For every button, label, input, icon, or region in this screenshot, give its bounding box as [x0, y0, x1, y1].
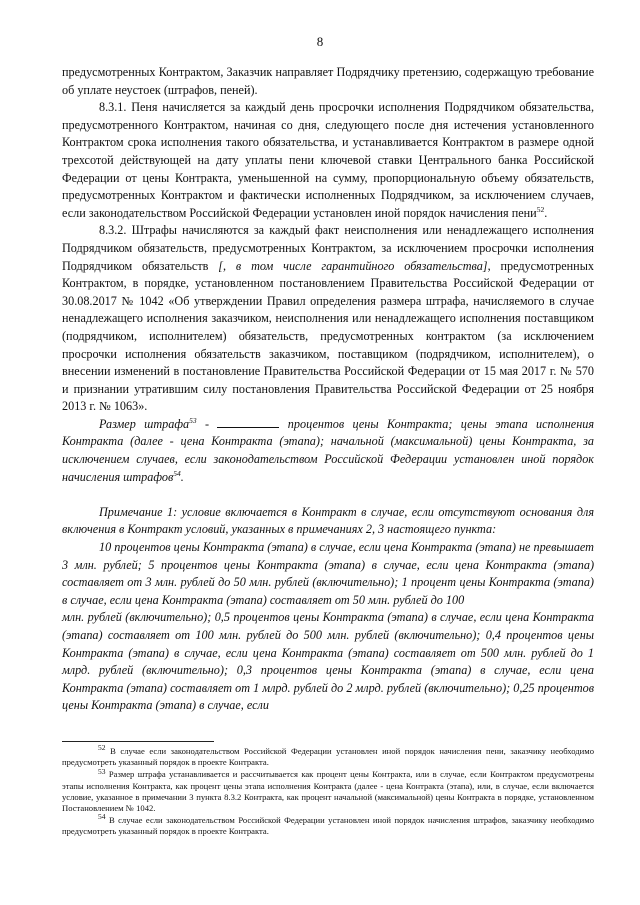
- spacer: [62, 486, 594, 504]
- paragraph-note-1: Примечание 1: условие включается в Контракт в случае, если отсутствуют основания для включения в Контракт условий, указанных в примечаниях 2, 3 настоящего пункта:: [62, 504, 594, 537]
- paragraph-claim: предусмотренных Контрактом, Заказчик направляет Подрядчику претензию, содержащую требование об уплате неустоек (штрафов, пеней).: [62, 65, 594, 97]
- footnote-number: 54: [98, 812, 106, 822]
- paragraph-rates-part-2: млн. рублей (включительно); 0,5 процентов цены Контракта (этапа) в случае, если цена Контракта (этапа) составляет от 100 млн. рублей до 500 млн. рублей (включительно); 0,4 процентов цены Контракта (этапа) в случае, если цена Контракта (этапа) составляет от 500 млн. рублей до 1 млрд. рублей (включительно); 0,3 процентов цены Контракта (этапа) в случае, если цена Контракта (этапа) составляет от 1 млрд. рублей до 2 млрд. рублей (включительно); 0,25 процентов цены Контракта (этапа) в случае, если: [62, 610, 594, 713]
- optional-clause: [, в том числе гарантийного обязательства]: [218, 258, 488, 273]
- footnote-54: $^{54}$ В случае если законодательством Российской Федерации установлен иной порядок начисления штрафов, заказчику необходимо предусмотреть указанный порядок в проекте Контракта.: [62, 812, 594, 837]
- paragraph-8-3-1: 8.3.1. Пеня начисляется за каждый день просрочки исполнения Подрядчиком обязательства, предусмотренного Контрактом, начиная со дня, следующего после дня истечения установленного Контрактом срока исполнения такого обязательства, и устанавливается Контрактом в размере одной трехсотой действующей на дату уплаты пени ключевой ставки Центрального банка Российской Федерации от цены Контракта, уменьшенной на сумму, пропорциональную объему обязательств, предусмотренных Контрактом и фактически исполненных Подрядчиком, за исключением случаев, если законодательством Российской Федерации установлен иной порядок начисления пени$^{52}$.: [62, 100, 594, 220]
- footnote-ref-52[interactable]: 52: [536, 204, 545, 214]
- paragraph-penalty-size: Размер штрафа$^{53}$ - процентов цены Контракта; цены этапа исполнения Контракта (далее - цена Контракта (этапа); начальной (максимальной) цены Контракта, за исключением случаев, если законодательством Российской Федерации установлен иной порядок начисления штрафов$^{54}$.: [62, 415, 595, 484]
- footnote-separator: [62, 741, 214, 742]
- footnote-52: $^{52}$ В случае если законодательством Российской Федерации установлен иной порядок начисления пени, заказчику необходимо предусмотреть указанный порядок в проекте Контракта.: [62, 743, 594, 768]
- footnote-ref-54[interactable]: 54: [173, 468, 181, 478]
- paragraph-8-3-2: 8.3.2. Штрафы начисляются за каждый факт неисполнения или ненадлежащего исполнения Подрядчиком обязательств, предусмотренных Контрактом, за исключением просрочки исполнения Подрядчиком обязательств [, в том числе гарантийного обязательства], предусмотренных Контрактом, в порядке, установленном постановлением Правительства Российской Федерации от 30.08.2017 № 1042 «Об утверждении Правил определения размера штрафа, начисляемого в случае ненадлежащего исполнения заказчиком, неисполнения или ненадлежащего исполнения поставщиком (подрядчиком, исполнителем) обязательств, предусмотренных контрактом (за исключением просрочки исполнения обязательств заказчиком, поставщиком (подрядчиком, исполнителем), о внесении изменений в постановление Правительства Российской Федерации от 15 мая 2017 г. № 570 и признании утратившим силу постановления Правительства Российской Федерации от 25 ноября 2013 г. № 1063».: [62, 223, 594, 414]
- footnotes: [62, 743, 594, 839]
- page-number: 8: [316, 34, 324, 49]
- penalty-percent-blank-field[interactable]: [217, 417, 279, 428]
- footnote-number: 52: [98, 743, 106, 753]
- footnote-53: $^{53}$ Размер штрафа устанавливается и рассчитывается как процент цены Контракта, или в случае, если Контрактом предусмотрены этапы исполнения Контракта, как процент цены этапа исполнения Контракта (далее - цена Контракта (этапа), или, в случае, если включается условие, указанное в примечании 3 пункта 8.3.2 Контракта, как процент начальной (максимальной) цены Контракта в порядке, установленном Постановлением № 1042.: [62, 766, 594, 814]
- paragraph-rates-part-1: 10 процентов цены Контракта (этапа) в случае, если цена Контракта (этапа) не превышает 3 млн. рублей; 5 процентов цены Контракта (этапа) в случае, если цена Контракта (этапа) составляет от 3 млн. рублей до 50 млн. рублей (включительно); 1 процент цены Контракта (этапа) в случае, если цена Контракта (этапа) составляет от 50 млн. рублей до 100: [62, 540, 594, 607]
- footnote-number: 53: [98, 766, 106, 776]
- footnote-ref-53[interactable]: 53: [189, 415, 197, 425]
- document-body: [62, 64, 594, 715]
